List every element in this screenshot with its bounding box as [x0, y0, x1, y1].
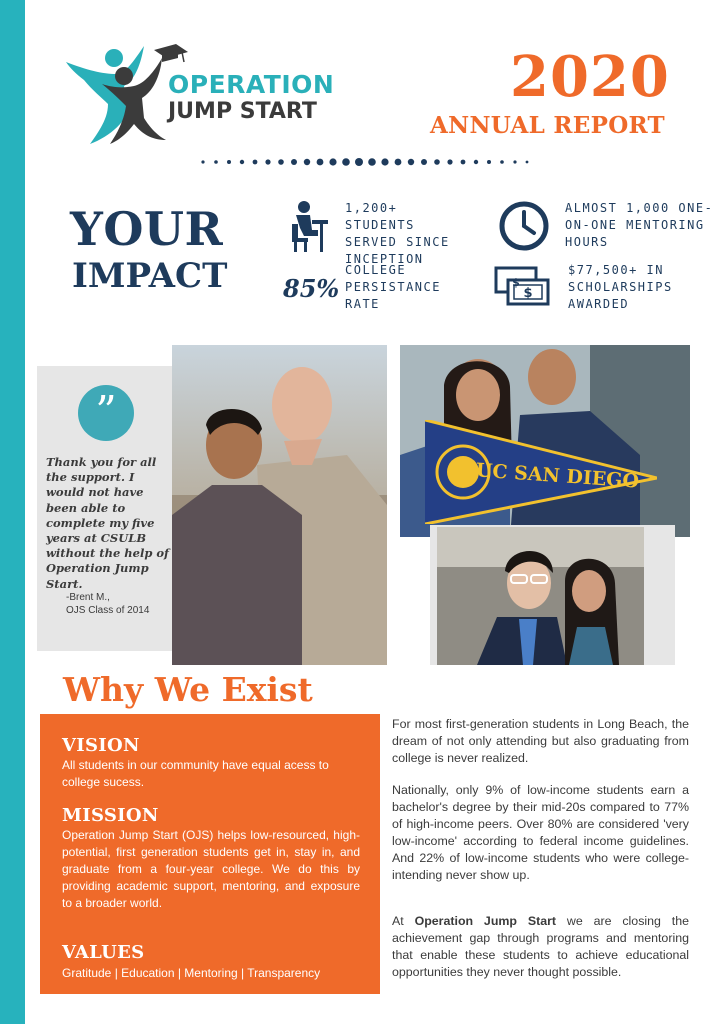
money-icon	[494, 266, 552, 306]
report-title: ANNUAL REPORT	[430, 112, 665, 139]
paragraph-closing-prefix: At	[392, 914, 415, 928]
organization-name: Operation Jump Start	[414, 914, 557, 928]
paragraph-closing-gap	[392, 913, 689, 981]
stat-rate-value: 85%	[283, 274, 340, 303]
dotted-divider	[200, 155, 530, 169]
stat-mentoring-hours: ALMOST 1,000 ONE-ON-ONE MENTORING HOURS	[565, 201, 714, 249]
svg-text:$: $	[512, 276, 520, 289]
logo-text-jump-start: JUMP START	[168, 99, 317, 124]
testimonial-author: -Brent M.,	[66, 592, 110, 603]
photo-student-with-mentor	[172, 345, 387, 665]
svg-text:$: $	[523, 286, 533, 301]
photo-students-at-event	[437, 527, 644, 665]
quote-mark-icon: ”	[95, 387, 117, 436]
mission-text: Operation Jump Start (OJS) helps low-resourced, high-potential, first generation students get in, stay in, and graduate from a four-year college. We do this by providing academic support, mentoring, and exposure to a broader world.	[62, 828, 360, 910]
side-accent-bar	[0, 0, 25, 1024]
report-year: 2020	[510, 44, 670, 110]
testimonial-class: OJS Class of 2014	[66, 605, 150, 616]
pennant-text: UC SAN DIEGO	[475, 459, 640, 493]
pennant	[425, 420, 657, 524]
paragraph-closing-suffix: we are closing the achievement gap through programs and mentoring that enable these students to achieve educational opportunities they never thought possible.	[392, 914, 689, 979]
paragraph-statistics: Nationally, only 9% of low-income students earn a bachelor's degree by their mid-20s compared to 77% of high-income peers. Over 80% are considered 'very low-income' according to federal income guidelines. And 22% of low-income students who were college-intending never show up.	[392, 783, 689, 882]
impact-heading-your: YOUR	[70, 202, 224, 256]
section-heading-why-we-exist: Why We Exist	[63, 670, 313, 709]
vision-text: All students in our community have equal acess to college sucess.	[62, 758, 329, 789]
impact-heading-impact: IMPACT	[72, 256, 228, 296]
values-text: Gratitude | Education | Mentoring | Transparency	[62, 966, 321, 980]
stat-scholarships: $77,500+ IN SCHOLARSHIPS AWARDED	[568, 263, 673, 311]
clock-icon	[498, 200, 550, 252]
vision-heading: VISION	[62, 735, 140, 756]
paragraph-first-gen: For most first-generation students in Long Beach, the dream of not only attending but also graduating from college is never realized.	[392, 717, 689, 765]
testimonial-text: Thank you for all the support. I would not have been able to complete my five years at CSULB without the help of Operation Jump Start.	[46, 455, 169, 591]
student-desk-icon	[288, 200, 328, 252]
logo-text-operation: OPERATION	[168, 70, 335, 99]
mission-heading: MISSION	[62, 805, 159, 826]
values-heading: VALUES	[62, 942, 145, 963]
stat-persistance-rate: COLLEGE PERSISTANCE RATE	[345, 263, 441, 311]
stat-students-served: 1,200+ STUDENTS SERVED SINCE INCEPTION	[345, 201, 450, 266]
